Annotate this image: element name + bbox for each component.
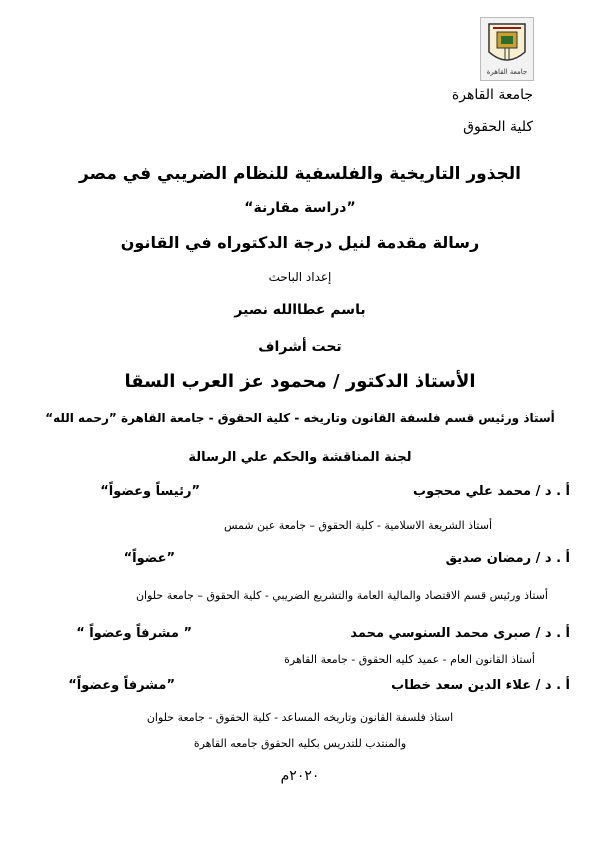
faculty-name: كلية الحقوق — [463, 119, 533, 135]
member-description: أستاذ القانون العام - عميد كليه الحقوق - جامعة القاهرة — [284, 653, 535, 666]
logo-caption: جامعة القاهرة — [486, 68, 528, 76]
member-description-continued: والمنتدب للتدريس بكليه الحقوق جامعه القاهرة — [193, 737, 407, 750]
thesis-subtitle: ”دراسة مقارنة“ — [244, 200, 356, 216]
member-role: ”عضواً“ — [123, 551, 175, 566]
member-description: أستاذ الشريعة الاسلامية - كلية الحقوق – جامعة عين شمس — [223, 519, 492, 532]
researcher-label: إعداد الباحث — [268, 270, 332, 284]
member-role: ”رئيساً وعضواً“ — [100, 484, 200, 499]
researcher-name: باسم عطاالله نصير — [234, 302, 366, 318]
degree-statement: رسالة مقدمة لنيل درجة الدكتوراه في القانون — [120, 233, 480, 252]
member-name: أ . د / علاء الدين سعد خطاب — [391, 678, 570, 693]
member-name: أ . د / صبرى محمد السنوسي محمد — [350, 626, 570, 641]
member-name: أ . د / رمضان صديق — [445, 551, 570, 566]
university-name: جامعة القاهرة — [451, 87, 533, 103]
university-logo — [480, 17, 534, 81]
thesis-title: الجذور التاريخية والفلسفية للنظام الضريبي في مصر — [79, 164, 521, 184]
committee-heading: لجنة المناقشة والحكم علي الرسالة — [188, 450, 412, 465]
supervision-label: تحت أشراف — [258, 339, 342, 355]
member-role: ” مشرفاً وعضواً “ — [76, 626, 192, 641]
member-description: استاذ فلسفة القانون وتاريخه المساعد - كلية الحقوق - جامعة حلوان — [146, 711, 454, 724]
supervisor-name: الأستاذ الدكتور / محمود عز العرب السقا — [124, 371, 476, 392]
supervisor-title: أستاذ ورئيس قسم فلسفة القانون وتاريخه - كلية الحقوق - جامعة القاهرة ”رحمه الله“ — [45, 411, 555, 425]
member-role: ”مشرفاً وعضواً“ — [68, 678, 175, 693]
member-description: أستاذ ورئيس قسم الاقتصاد والمالية العامة والتشريع الضريبي - كلية الحقوق – جامعة حلوان — [135, 589, 548, 602]
member-name: أ . د / محمد علي محجوب — [413, 484, 570, 499]
year: ٢٠٢٠م — [280, 768, 320, 784]
